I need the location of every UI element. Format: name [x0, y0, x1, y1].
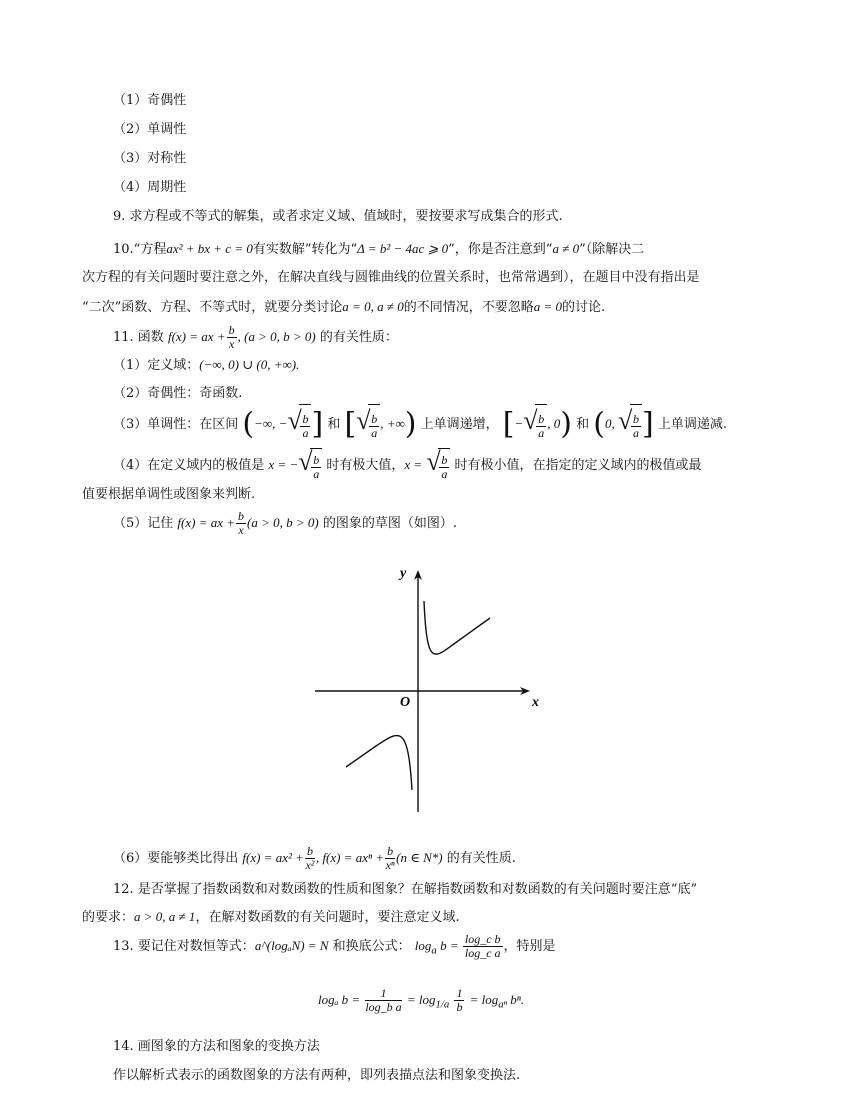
function-graph	[300, 560, 560, 820]
curve-left-branch	[346, 735, 412, 790]
item-10-line-1: 10.“方程ax² + bx + c = 0有实数解”转化为“Δ = b² − 4ac ⩾ 0”，你是否注意到“a ≠ 0”（除解决二	[113, 241, 645, 257]
list-item-symmetry: （3）对称性	[113, 151, 187, 166]
eq-a-nonzero: a ≠ 0	[552, 241, 580, 256]
item-13-formula: logₐ b = $\frac{1}{\text{log\_b a}}$ = $\log_{1/a}$ $\frac{1}{b}$ = $\log_{a^n} b^n$.	[318, 986, 525, 1014]
x-axis-label: x	[532, 695, 539, 710]
fraction-b-over-x: $\frac{b}{x}$	[228, 323, 235, 351]
change-of-base-fraction: $\frac{\text{log\_c b}}{\text{log\_c a}}$	[464, 932, 501, 960]
item-11-domain: （1）定义域：(−∞, 0) ∪ (0, +∞).	[113, 357, 300, 373]
sqrt-b-over-a: √ $\frac{b}{a}$	[287, 404, 311, 445]
curve-right-branch	[424, 601, 490, 654]
item-11-analogy: （6）要能够类比得出 f(x) = ax² + $\frac{b}{\text{x²}}$ , f(x) = axⁿ + $\frac{b}{\text{xⁿ}}$ (n ∈ N*) 的有关性质.	[113, 844, 516, 872]
eq-discriminant: Δ = b² − 4ac ⩾ 0	[357, 241, 449, 256]
item-11-extrema: （4）在定义域内的极值是 x = − √ $\frac{b}{a}$ 时有极大值，x = √ $\frac{b}{a}$ 时有极小值，在指定的定义域内的极值或最	[113, 448, 702, 483]
y-axis-label: y	[400, 566, 407, 581]
item-9-text: 9. 求方程或不等式的解集，或者求定义域、值域时，要按要求写成集合的形式.	[113, 209, 563, 224]
item-11-monotonicity: （3）单调性：在区间 (−∞, − √ $\frac{b}{a}$ ] 和 [ √ $\frac{b}{a}$ , +∞) 上单调递增， [− √ $\frac{b}{a}$ , 0) 和 (0, √ $\frac{b}{a}$ ] 上单调递减.	[113, 404, 727, 445]
origin-label: O	[400, 695, 411, 710]
item-11-title: 11. 函数 f(x) = ax + $\frac{b}{x}$ , (a > 0, b > 0) 的有关性质：	[113, 323, 398, 351]
item-14-text: 作以解析式表示的函数图象的方法有两种，即列表描点法和图象变换法.	[113, 1068, 521, 1083]
item-13-line-1: 13. 要记住对数恒等式：a^(logₐN) = N 和换底公式： $\log_a b$ = $\frac{\text{log\_c b}}{\text{log\_c a}}$ ，特别是	[113, 932, 556, 960]
item-12-line-1: 12. 是否掌握了指数函数和对数函数的性质和图象？在解指数函数和对数函数的有关问题时要注意“底”	[113, 882, 698, 897]
list-item-periodicity: （4）周期性	[113, 180, 187, 195]
item-11-parity: （2）奇偶性：奇函数.	[113, 386, 243, 401]
item-10-line-3: “二次”函数、方程、不等式时，就要分类讨论a = 0, a ≠ 0的不同情况，不要忽略a = 0的讨论.	[82, 299, 606, 315]
item-14-title: 14. 画图象的方法和图象的变换方法	[113, 1039, 320, 1054]
item-11-sketch-text: （5）记住 f(x) = ax + $\frac{b}{x}$ (a > 0, b > 0) 的图象的草图（如图）.	[113, 509, 458, 537]
item-12-line-2: 的要求：a > 0, a ≠ 1，在解对数函数的有关问题时，要注意定义域.	[82, 909, 460, 925]
item-10-line-2: 次方程的有关问题时要注意之外，在解决直线与圆锥曲线的位置关系时，也常常遇到），在题目中没有指出是	[82, 270, 700, 285]
eq-quadratic: ax² + bx + c = 0	[166, 241, 253, 256]
list-item-parity: （1）奇偶性	[113, 93, 187, 108]
list-item-monotonicity: （2）单调性	[113, 122, 187, 137]
item-11-extrema-line-2: 值要根据单调性或图象来判断.	[82, 487, 256, 502]
